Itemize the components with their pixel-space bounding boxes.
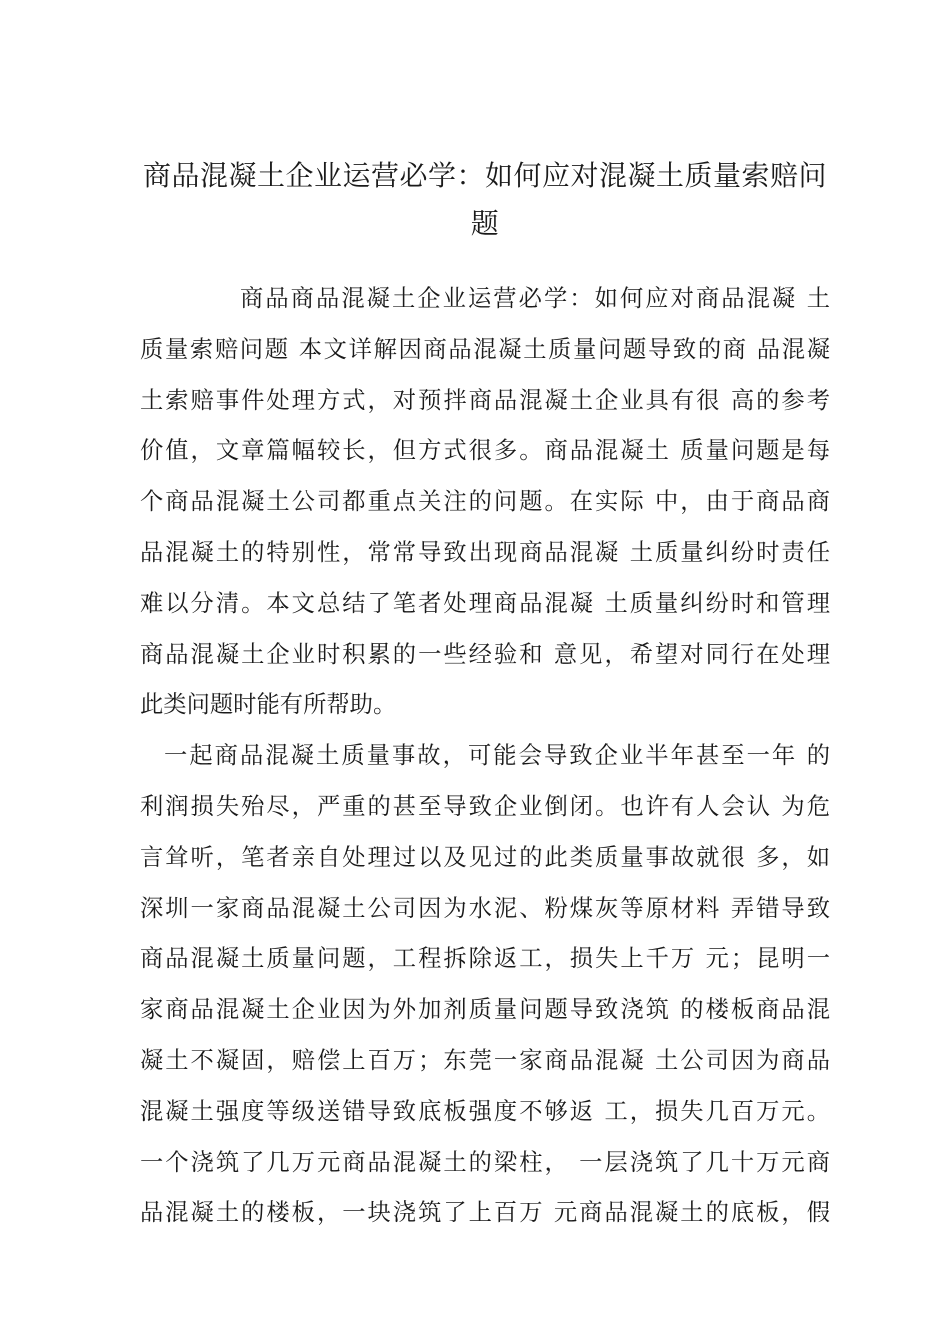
paragraph-1	[140, 274, 830, 731]
paragraph-line: 价值，文章篇幅较长，但方式很多。商品混凝土 质量问题是每	[140, 437, 830, 465]
paragraph-line: 此类问题时能有所帮助。	[140, 691, 397, 719]
paragraph-line: 难以分清。本文总结了笔者处理商品混凝 土质量纠纷时和管理	[140, 589, 830, 617]
paragraph-line: 一起商品混凝土质量事故，可能会导致企业半年甚至一年 的	[164, 742, 830, 770]
paragraph-line: 凝土不凝固，赔偿上百万；东莞一家商品混凝 土公司因为商品	[140, 1046, 830, 1074]
title-line-2: 题	[470, 207, 500, 240]
paragraph-line: 商品商品混凝土企业运营必学：如何应对商品混凝 土	[240, 285, 830, 312]
document-title	[132, 152, 838, 248]
paragraph-line: 商品混凝土质量问题，工程拆除返工，损失上千万 元；昆明一	[140, 945, 830, 973]
paragraph-line: 家商品混凝土企业因为外加剂质量问题导致浇筑 的楼板商品混	[140, 996, 830, 1024]
paragraph-2	[140, 731, 830, 1239]
title-line-1: 商品混凝土企业运营必学：如何应对混凝土质量索赔问	[142, 159, 827, 192]
paragraph-line: 个商品混凝土公司都重点关注的问题。在实际 中，由于商品商	[140, 488, 830, 516]
paragraph-line: 品混凝土的楼板，一块浇筑了上百万 元商品混凝土的底板，假	[140, 1199, 830, 1227]
paragraph-line: 质量索赔问题 本文详解因商品混凝土质量问题导致的商 品混凝	[140, 335, 830, 363]
paragraph-line: 土索赔事件处理方式，对预拌商品混凝土企业具有很 高的参考	[140, 386, 830, 414]
paragraph-line: 混凝土强度等级送错导致底板强度不够返 工，损失几百万元。	[140, 1097, 830, 1125]
paragraph-line: 品混凝土的特别性，常常导致出现商品混凝 土质量纠纷时责任	[140, 538, 830, 566]
paragraph-line: 一个浇筑了几万元商品混凝土的梁柱， 一层浇筑了几十万元商	[140, 1148, 830, 1176]
paragraph-line: 商品混凝土企业时积累的一些经验和 意见，希望对同行在处理	[140, 640, 830, 668]
paragraph-line: 言耸听，笔者亲自处理过以及见过的此类质量事故就很 多，如	[140, 843, 830, 871]
paragraph-line: 深圳一家商品混凝土公司因为水泥、粉煤灰等原材料 弄错导致	[140, 894, 830, 922]
paragraph-line: 利润损失殆尽，严重的甚至导致企业倒闭。也许有人会认 为危	[140, 792, 830, 820]
document-body	[140, 274, 830, 1239]
